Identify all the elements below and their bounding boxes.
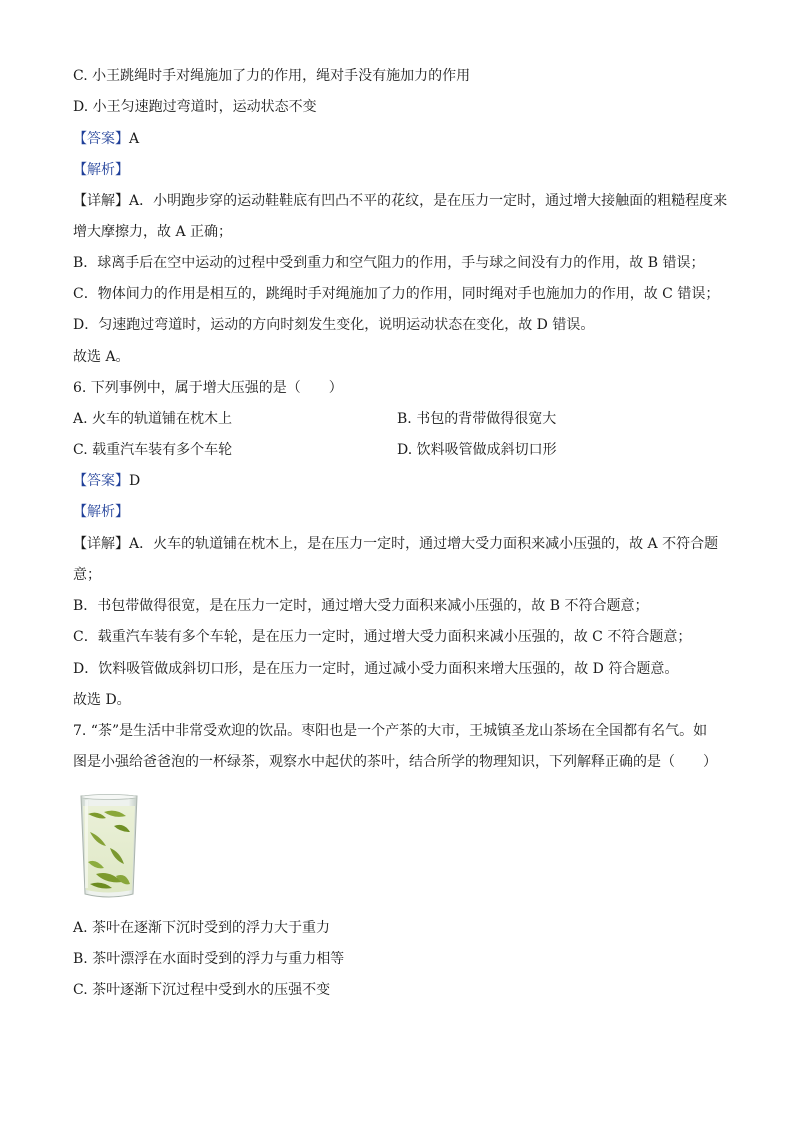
q7-stem-line2: 图是小强给爸爸泡的一杯绿茶，观察水中起伏的茶叶，结合所学的物理知识，下列解释正确的是（ ） bbox=[73, 754, 717, 770]
q5-detail-a2: 增大摩擦力，故 A 正确； bbox=[73, 224, 233, 240]
green-tea-glass-image bbox=[76, 792, 142, 902]
q7-option-a: A. 茶叶在逐渐下沉时受到的浮力大于重力 bbox=[73, 920, 331, 936]
q5-detail-d: D．匀速跑过弯道时，运动的方向时刻发生变化，说明运动状态在变化，故 D 错误。 bbox=[73, 317, 595, 333]
q5-detail-b: B．球离手后在空中运动的过程中受到重力和空气阻力的作用，手与球之间没有力的作用，故 B 错误； bbox=[73, 255, 705, 271]
q6-detail-d: D．饮料吸管做成斜切口形，是在压力一定时，通过减小受力面积来增大压强的，故 D 符合题意。 bbox=[73, 661, 679, 677]
q7-option-c: C. 茶叶逐渐下沉过程中受到水的压强不变 bbox=[73, 982, 331, 998]
q6-option-a: A. 火车的轨道铺在枕木上 bbox=[73, 411, 233, 427]
answer-tag: 【答案】 bbox=[73, 131, 129, 147]
detail-text: A．火车的轨道铺在枕木上，是在压力一定时，通过增大受力面积来减小压强的，故 A 不符合题 bbox=[129, 536, 719, 552]
q5-detail-c: C．物体间力的作用是相互的，跳绳时手对绳施加了力的作用，同时绳对手也施加力的作用，故 C 错误； bbox=[73, 286, 720, 302]
q6-conclusion: 故选 D。 bbox=[73, 692, 131, 708]
q7-stem-line1: 7. “茶”是生活中非常受欢迎的饮品。枣阳也是一个产茶的大市，王城镇圣龙山茶场在全国都有名气。如 bbox=[73, 723, 708, 739]
q6-analysis-tag: 【解析】 bbox=[73, 504, 129, 520]
detail-text: A．小明跑步穿的运动鞋鞋底有凹凸不平的花纹，是在压力一定时，通过增大接触面的粗糙程度来 bbox=[129, 193, 728, 209]
q6-option-c: C. 载重汽车装有多个车轮 bbox=[73, 442, 233, 458]
q5-answer bbox=[73, 129, 139, 149]
q6-option-d: D. 饮料吸管做成斜切口形 bbox=[397, 442, 557, 458]
q6-stem: 6. 下列事例中，属于增大压强的是（ ） bbox=[73, 380, 343, 396]
answer-value: A bbox=[129, 131, 140, 147]
q5-option-d: D. 小王匀速跑过弯道时，运动状态不变 bbox=[73, 99, 317, 115]
detail-tag: 【详解】 bbox=[73, 193, 129, 209]
detail-tag: 【详解】 bbox=[73, 536, 129, 552]
answer-value: D bbox=[129, 473, 141, 489]
q5-conclusion: 故选 A。 bbox=[73, 349, 130, 365]
q5-analysis-tag: 【解析】 bbox=[73, 162, 129, 178]
answer-tag: 【答案】 bbox=[73, 473, 129, 489]
q6-detail-c: C．载重汽车装有多个车轮，是在压力一定时，通过增大受力面积来减小压强的，故 C 不符合题意； bbox=[73, 629, 692, 645]
q7-option-b: B. 茶叶漂浮在水面时受到的浮力与重力相等 bbox=[73, 951, 345, 967]
q6-detail-a2: 意； bbox=[73, 567, 101, 583]
q6-detail-a1 bbox=[73, 534, 718, 554]
q6-option-b: B. 书包的背带做得很宽大 bbox=[397, 411, 557, 427]
q5-option-c: C. 小王跳绳时手对绳施加了力的作用，绳对手没有施加力的作用 bbox=[73, 68, 471, 84]
q6-answer bbox=[73, 471, 140, 491]
q6-detail-b: B．书包带做得很宽，是在压力一定时，通过增大受力面积来减小压强的，故 B 不符合题意； bbox=[73, 598, 649, 614]
q5-detail-a1 bbox=[73, 191, 727, 211]
